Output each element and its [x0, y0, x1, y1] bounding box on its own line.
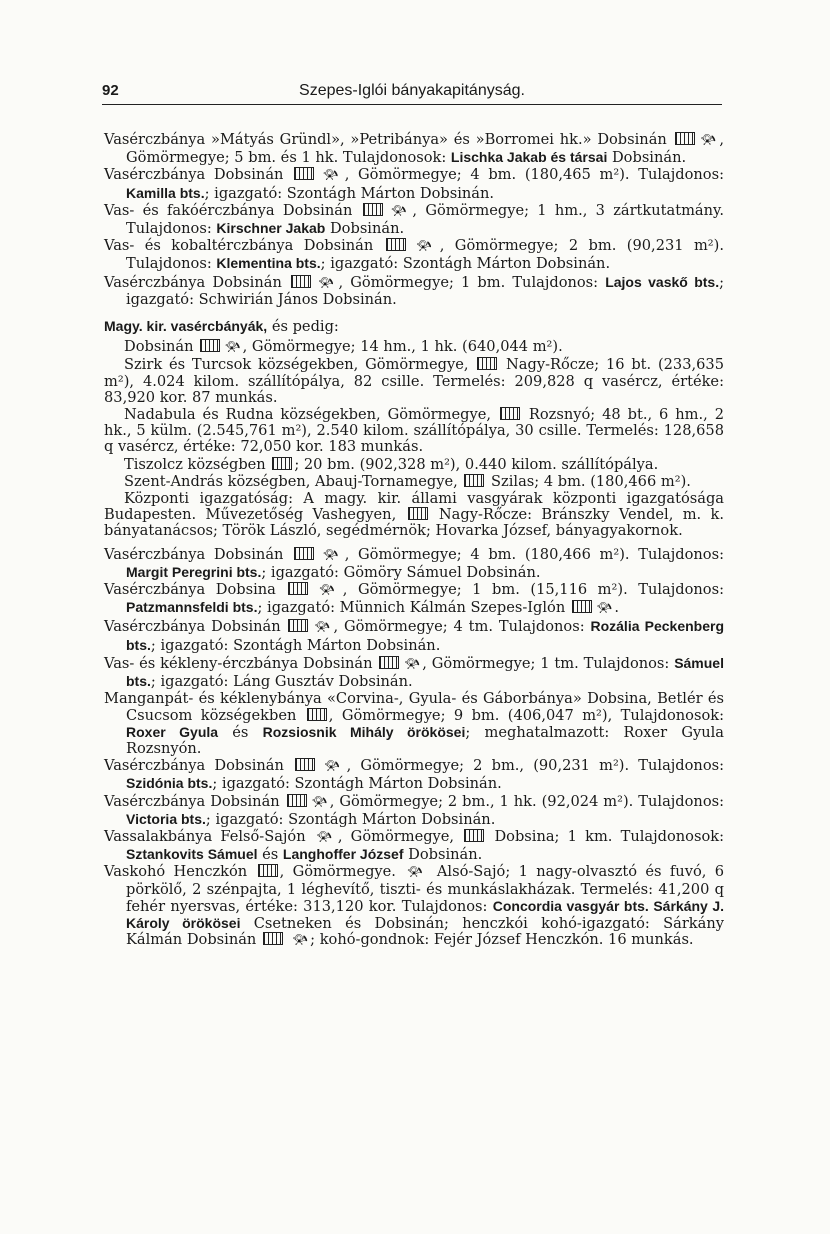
mine-entry: Vas- és kobaltérczbánya Dobsinán 📯︎ , Gömörmegye; 2 bm. (90,231 m²). Tulajdonos: Klementina bts.; igazgató: Szontágh Márton Dobsinán. — [104, 237, 724, 273]
railway-station-icon — [464, 829, 484, 842]
owner-name: Kirschner Jakab — [216, 220, 326, 237]
mine-entry: Vasérczbánya Dobsinán 📯︎ , Gömörmegye; 4 tm. Tulajdonos: Rozália Peckenberg bts.; igazgató: Szontágh Márton Dobsinán. — [104, 618, 724, 654]
railway-station-icon — [294, 167, 314, 180]
section-heading: Magy. kir. vasércbányák, és pedig: — [104, 318, 339, 336]
owner-name: Concordia vasgyár bts. Sárkány J. Károly örökösei — [126, 897, 725, 931]
railway-station-icon — [386, 238, 406, 251]
owner-name: Patzmannsfeldi bts. — [126, 599, 258, 616]
railway-station-icon — [408, 507, 428, 520]
post-horn-icon: 📯︎ — [409, 239, 438, 255]
page-body — [104, 132, 724, 950]
post-horn-icon: 📯︎ — [595, 601, 613, 617]
owner-name: Victoria bts. — [126, 810, 206, 827]
railway-station-icon — [294, 547, 314, 560]
post-horn-icon: 📯︎ — [403, 656, 421, 672]
section-paragraph: Szent-András községben, Abauj-Tornamegye, Szilas; 4 bm. (180,466 m²). — [124, 472, 691, 490]
railway-station-icon — [464, 474, 484, 487]
post-horn-icon: 📯︎ — [318, 168, 343, 184]
railway-station-icon — [477, 357, 497, 370]
railway-station-icon — [675, 132, 695, 145]
owner-name: Lischka Jakab és társai — [450, 149, 608, 166]
railway-station-icon — [500, 407, 520, 420]
mine-entry: Vasérczbánya Dobsinán 📯︎ , Gömörmegye; 4 bm. (180,465 m²). Tulajdonos: Kamilla bts.; igazgató: Szontágh Márton Dobsinán. — [104, 166, 725, 202]
railway-station-icon — [307, 708, 327, 721]
railway-station-icon — [295, 758, 315, 771]
post-horn-icon: 📯︎ — [319, 759, 345, 775]
owner-name: Kamilla bts. — [126, 184, 205, 201]
mine-entry: Vasérczbánya »Mátyás Gründl», »Petribánya» és »Borromei hk.» Dobsinán 📯︎ , Gömörmegye; 5 bm. és 1 hk. Tulajdonosok: Lischka Jakab és társai Dobsinán. — [104, 131, 724, 167]
mine-entry: Vasérczbánya Dobsinán 📯︎ , Gömörmegye; 2 bm., 1 hk. (92,024 m²). Tulajdonos: Victoria bts.; igazgató: Szontágh Márton Dobsinán. — [104, 792, 725, 828]
section-paragraph: Nadabula és Rudna községekben, Gömörmegye, Rozsnyó; 48 bt., 6 hm., 2 hk., 5 külm. (2.545,761 m²), 2.540 kilom. szállítópálya, 30 csille. Termelés: 128,658 q vasércz, értéke: 72,050 kor. 183 munkás. — [104, 406, 724, 456]
page-header — [102, 82, 722, 105]
mine-entry: Vassalakbánya Felső-Sajón 📯︎ , Gömörmegye, Dobsina; 1 km. Tulajdonosok: Sztankovits Sámuel és Langhoffer József Dobsinán. — [104, 827, 724, 864]
owner-name: Margit Peregrini bts. — [126, 563, 262, 580]
owner-name: Sztankovits Sámuel — [126, 846, 258, 863]
section-paragraph: Szirk és Turcsok községekben, Gömörmegye, Nagy-Rőcze; 16 bt. (233,635 m²), 4.024 kilom. szállítópálya, 82 csille. Termelés: 209,828 q vasércz, értéke: 83,920 kor. 87 munkás. — [104, 356, 724, 406]
owner-name: Lajos vaskő bts. — [605, 273, 720, 290]
railway-station-icon — [379, 656, 399, 669]
owner-name: Sámuel bts. — [126, 654, 724, 690]
post-horn-icon: 📯︎ — [312, 583, 341, 599]
mine-entry: Vasérczbánya Dobsina 📯︎ , Gömörmegye; 1 bm. (15,116 m²). Tulajdonos: Patzmannsfeldi bts.; igazgató: Münnich Kálmán Szepes-Iglón 📯︎ . — [104, 581, 724, 617]
page-number: 92 — [102, 82, 119, 99]
mine-entry: Vas- és kékleny-érczbánya Dobsinán 📯︎ , Gömörmegye; 1 tm. Tulajdonos: Sámuel bts.; igazgató: Láng Gusztáv Dobsinán. — [104, 654, 724, 691]
post-horn-icon: 📯︎ — [315, 829, 336, 845]
mine-entry: Vasérczbánya Dobsinán 📯︎ , Gömörmegye; 2 bm., (90,231 m²). Tulajdonos: Szidónia bts.; igazgató: Szontágh Márton Dobsinán. — [104, 757, 725, 793]
owner-name: Klementina bts. — [216, 255, 321, 272]
railway-station-icon — [272, 457, 292, 470]
railway-station-icon — [363, 203, 383, 216]
mine-entry: Manganpát- és kéklenybánya «Corvina-, Gyula- és Gáborbánya» Dobsina, Betlér és Csucsom községekben , Gömörmegye; 9 bm. (406,047 m²), Tulajdonosok: Roxer Gyula és Rozsiosnik Mihály örökösei; meghatalmazott: Roxer Gyula Rozsnyón. — [104, 690, 725, 757]
mine-entry: Vasérczbánya Dobsinán 📯︎ , Gömörmegye; 4 bm. (180,466 m²). Tulajdonos: Margit Peregrini bts.; igazgató: Gömöry Sámuel Dobsinán. — [104, 545, 725, 581]
post-horn-icon: 📯︎ — [406, 865, 427, 881]
railway-station-icon — [287, 794, 307, 807]
mine-entry: Vaskohó Henczkón , Gömörmegye. 📯︎ Alsó-Sajó; 1 nagy-olvasztó és fuvó, 6 pörkölő, 2 szénpajta, 1 léghevítő, tiszti- és munkáslakházak. Termelés: 41,200 q fehér nyersvas, értéke: 313,120 kor. Tulajdonos: Concordia vasgyár bts. Sárkány J. Károly örökösei Csetneken és Dobsinán; henczkói kohó-igazgató: Sárkány Kálmán Dobsinán 📯︎ ; kohó-gondnok: Fejér József Henczkón. 16 munkás. — [104, 863, 725, 949]
section-paragraph: Dobsinán 📯︎ , Gömörmegye; 14 hm., 1 hk. (640,044 m²). — [124, 338, 563, 356]
post-horn-icon: 📯︎ — [291, 933, 309, 949]
railway-station-icon — [200, 339, 220, 352]
railway-station-icon — [572, 600, 592, 613]
mine-entry: Vas- és fakóérczbánya Dobsinán 📯︎ , Gömörmegye; 1 hm., 3 zártkutatmány. Tulajdonos: Kirschner Jakab Dobsinán. — [104, 201, 724, 238]
railway-station-icon — [263, 932, 283, 945]
owner-name: Szidónia bts. — [126, 775, 213, 792]
post-horn-icon: 📯︎ — [310, 794, 328, 810]
post-horn-icon: 📯︎ — [314, 275, 337, 291]
post-horn-icon: 📯︎ — [698, 133, 718, 148]
section-paragraph: Tiszolcz községben ; 20 bm. (902,328 m²), 0.440 kilom. szállítópálya. — [124, 455, 659, 473]
owner-name: Rozsiosnik Mihály örökösei — [262, 723, 466, 740]
mine-entry: Vasérczbánya Dobsinán 📯︎ , Gömörmegye; 1 bm. Tulajdonos: Lajos vaskő bts.; igazgató: Schwirián János Dobsinán. — [104, 273, 725, 308]
owner-name: Langhoffer József — [282, 846, 404, 863]
railway-station-icon — [288, 619, 308, 632]
post-horn-icon: 📯︎ — [386, 203, 411, 219]
owner-name: Roxer Gyula — [126, 723, 219, 740]
post-horn-icon: 📯︎ — [312, 620, 332, 636]
post-horn-icon: 📯︎ — [318, 547, 343, 563]
post-horn-icon: 📯︎ — [224, 340, 241, 356]
owner-name: Rozália Peckenberg bts. — [126, 618, 724, 653]
section-paragraph: Központi igazgatóság: A magy. kir. állami vasgyárak központi igazgatósága Budapesten. Művezetőség Vashegyen, Nagy-Rőcze: Bránszky Vendel, m. k. bányatanácsos; Török László, segédmérnök; Hovarka József, bányagyakornok. — [104, 490, 724, 540]
railway-station-icon — [291, 275, 311, 288]
railway-station-icon — [258, 864, 278, 877]
running-title: Szepes-Iglói bányakapitányság. — [299, 82, 525, 99]
railway-station-icon — [288, 582, 308, 595]
